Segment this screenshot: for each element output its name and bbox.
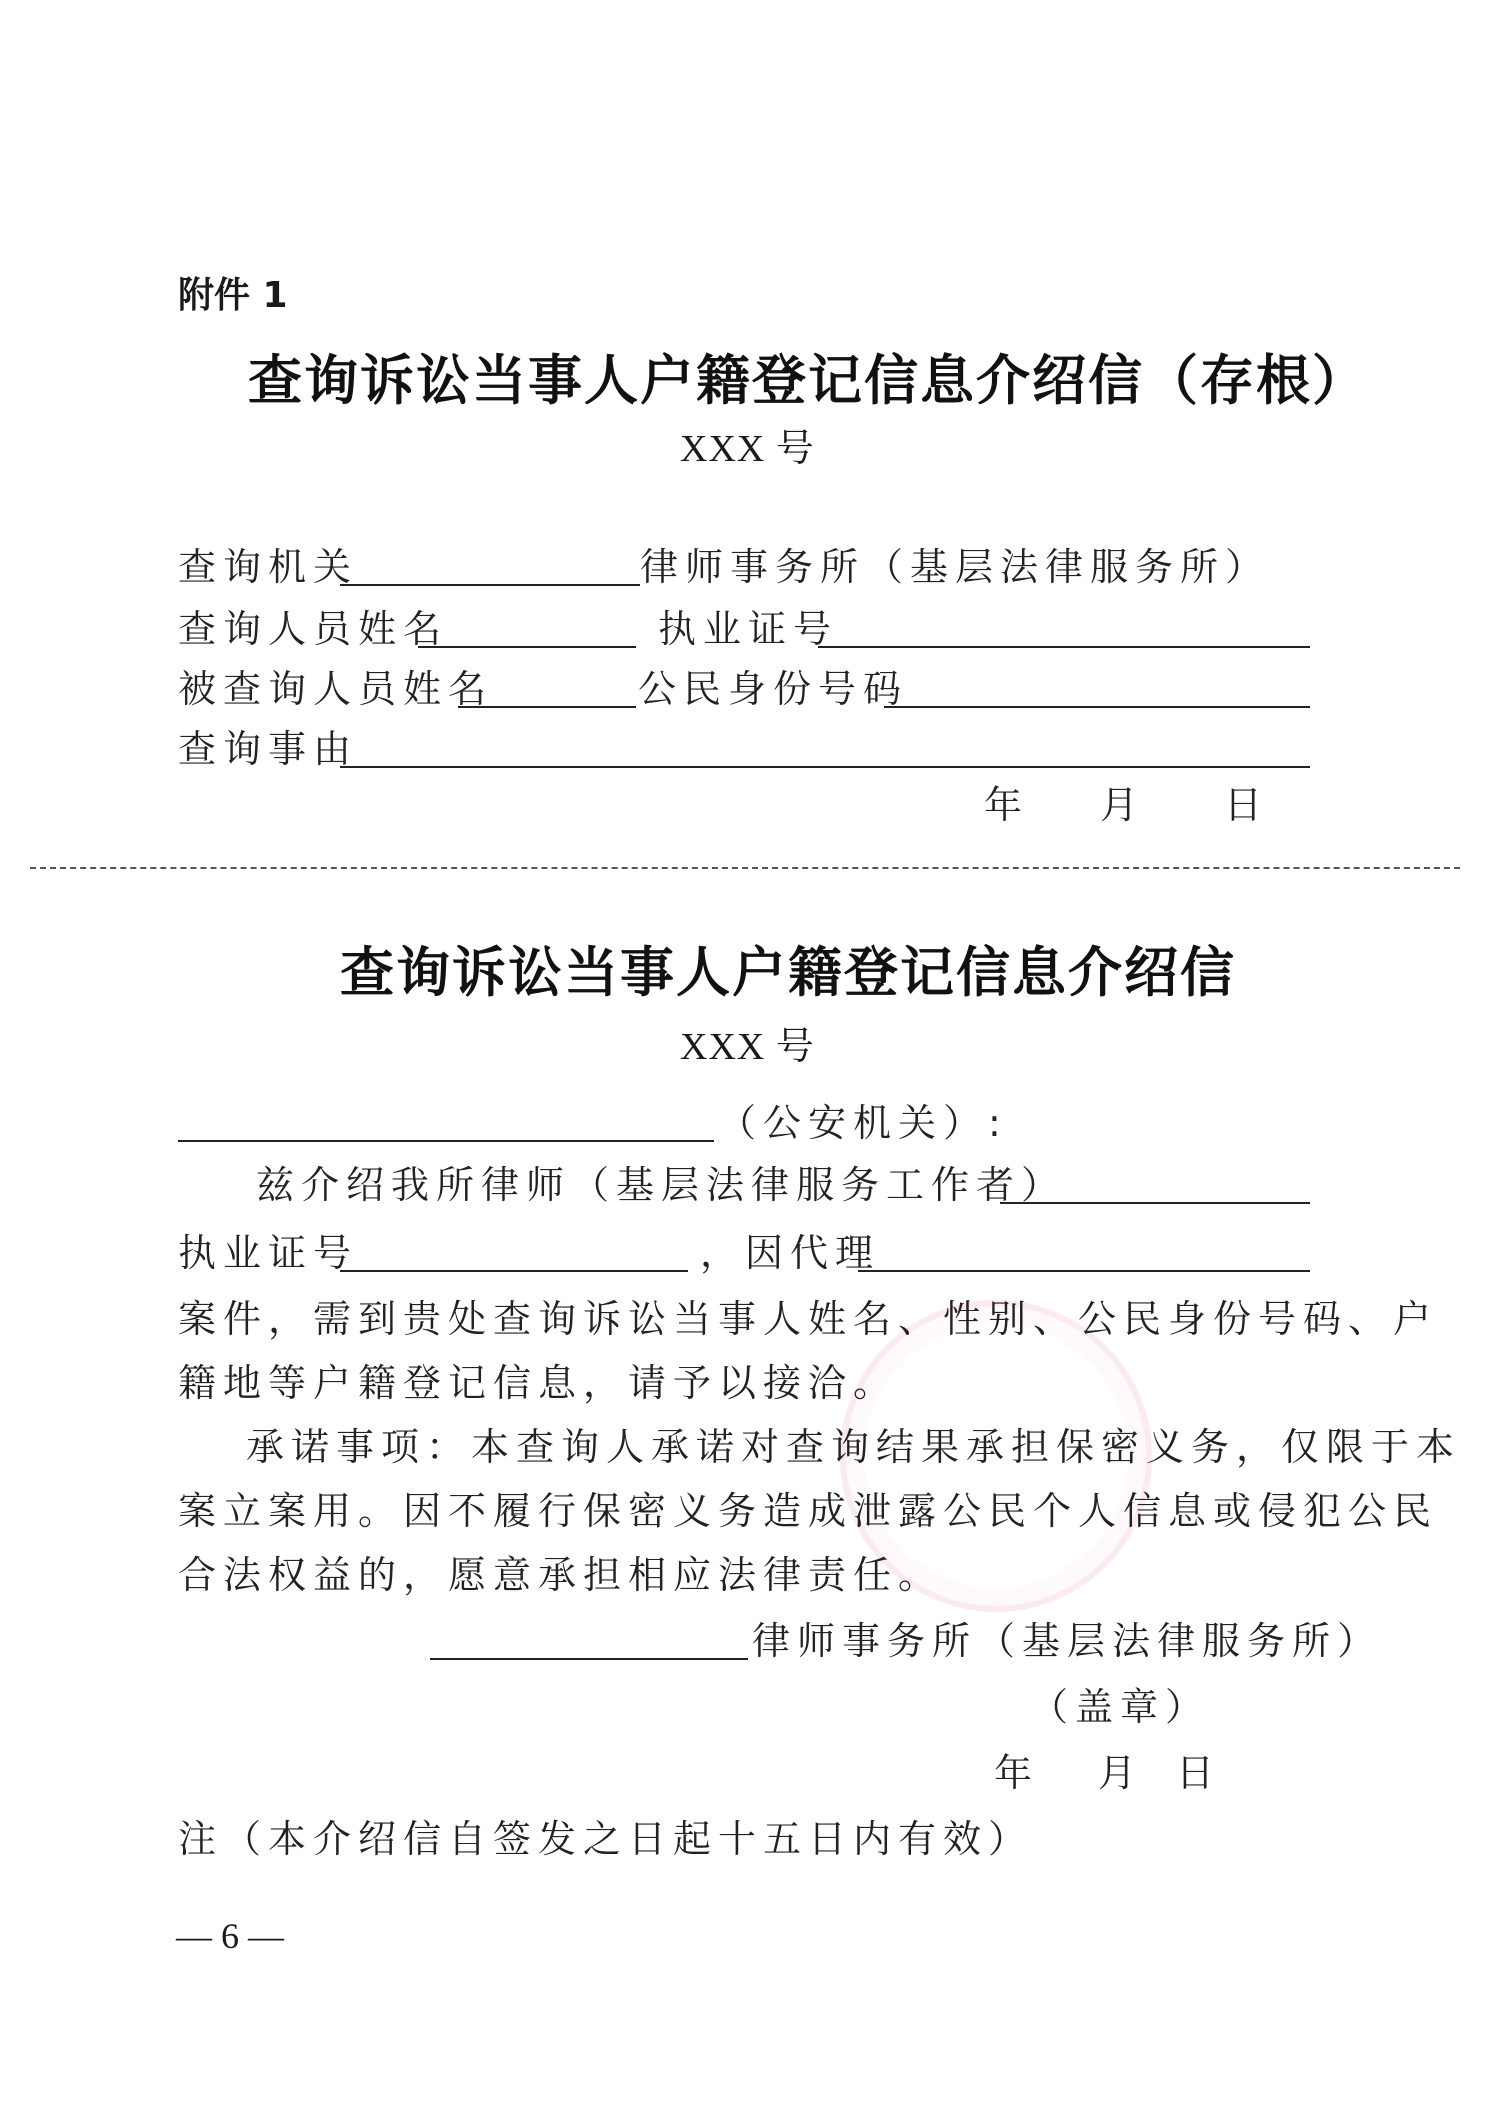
- stub-license-label: 执业证号: [658, 607, 839, 651]
- letter-police-agency-field[interactable]: [178, 1140, 714, 1142]
- letter-number: XXX 号: [680, 1026, 815, 1068]
- stub-querier-name-label: 查询人员姓名: [178, 607, 449, 651]
- letter-firm-suffix: 律师事务所（基层法律服务所）: [752, 1619, 1383, 1663]
- letter-title: 查询诉讼当事人户籍登记信息介绍信: [340, 941, 1236, 1004]
- letter-validity-note: 注（本介绍信自签发之日起十五日内有效）: [178, 1817, 1034, 1861]
- letter-seal-label: （盖章）: [1030, 1685, 1211, 1729]
- stub-title: 查询诉讼当事人户籍登记信息介绍信（存根）: [248, 349, 1368, 412]
- letter-promise-line-2: 案立案用。因不履行保密义务造成泄露公民个人信息或侵犯公民: [178, 1489, 1439, 1533]
- letter-license-field[interactable]: [340, 1270, 688, 1272]
- stub-firm-suffix: 律师事务所（基层法律服务所）: [640, 545, 1271, 589]
- stub-subject-name-label: 被查询人员姓名: [178, 667, 494, 711]
- letter-addressee-suffix: （公安机关）:: [718, 1101, 1008, 1145]
- letter-case-line-2: 籍地等户籍登记信息，请予以接洽。: [178, 1361, 899, 1405]
- stub-date-year: 年: [984, 783, 1030, 827]
- letter-intro-line: 兹介绍我所律师（基层法律服务工作者）: [256, 1163, 1067, 1207]
- stub-reason-field[interactable]: [340, 766, 1310, 768]
- stub-reason-label: 查询事由: [178, 727, 359, 771]
- stub-querier-name-field[interactable]: [418, 646, 636, 648]
- stub-date-month: 月: [1100, 783, 1146, 827]
- stub-subject-name-field[interactable]: [458, 706, 636, 708]
- stub-query-agency-label: 查询机关: [178, 545, 359, 589]
- stub-license-field[interactable]: [818, 646, 1310, 648]
- cut-line-divider: [30, 867, 1460, 869]
- stub-query-agency-field[interactable]: [340, 584, 640, 586]
- letter-date-month: 月: [1098, 1751, 1144, 1795]
- letter-license-suffix: ，因代理: [700, 1231, 881, 1275]
- letter-case-field[interactable]: [858, 1270, 1310, 1272]
- letter-promise-line-1: 承诺事项：本查询人承诺对查询结果承担保密义务，仅限于本: [246, 1425, 1462, 1469]
- letter-promise-line-3: 合法权益的，愿意承担相应法律责任。: [178, 1553, 944, 1597]
- stub-date-day: 日: [1224, 783, 1270, 827]
- letter-license-label: 执业证号: [178, 1231, 359, 1275]
- stub-number: XXX 号: [680, 428, 815, 470]
- letter-date-year: 年: [994, 1751, 1040, 1795]
- letter-firm-name-field[interactable]: [430, 1658, 748, 1660]
- page-number: — 6 —: [176, 1916, 284, 1956]
- letter-lawyer-name-field[interactable]: [1000, 1202, 1310, 1204]
- stub-citizen-id-label: 公民身份号码: [638, 667, 909, 711]
- attachment-label: 附件 1: [178, 275, 288, 316]
- letter-case-line-1: 案件，需到贵处查询诉讼当事人姓名、性别、公民身份号码、户: [178, 1297, 1439, 1341]
- letter-date-day: 日: [1176, 1751, 1222, 1795]
- stub-citizen-id-field[interactable]: [884, 706, 1310, 708]
